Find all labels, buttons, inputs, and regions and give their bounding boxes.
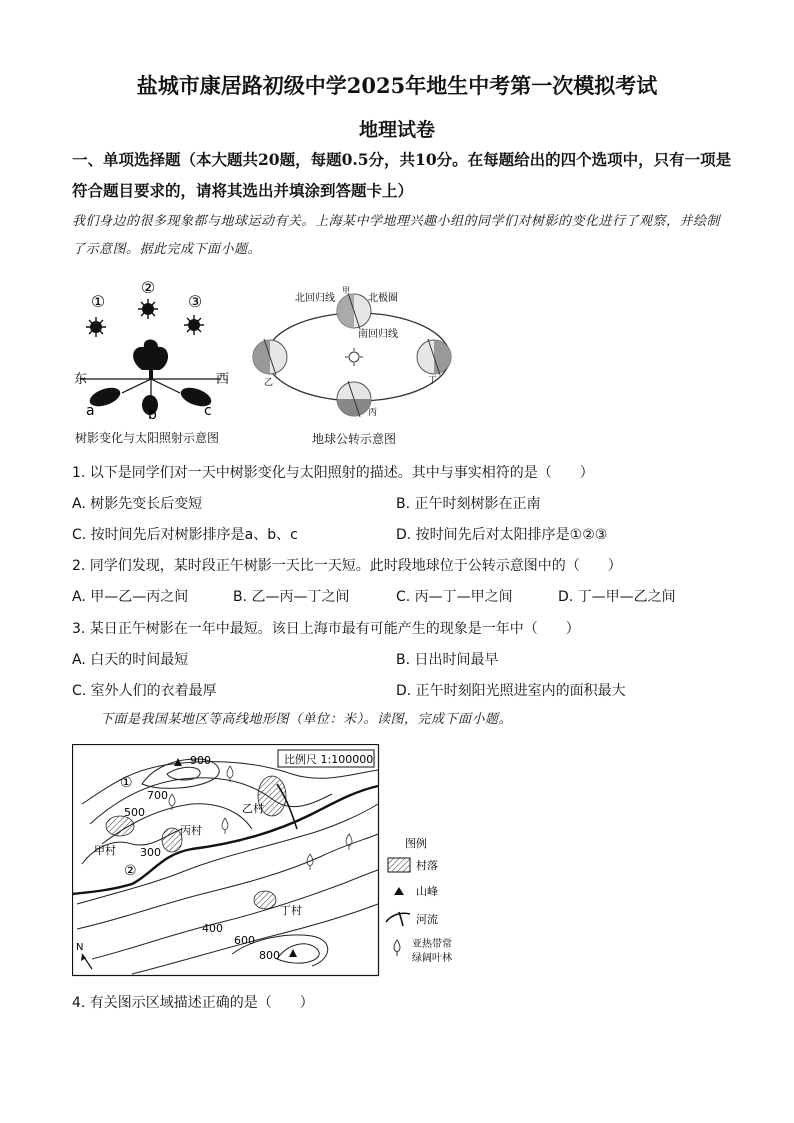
legend-peak: 山峰 — [416, 885, 438, 898]
sun-label-3: ③ — [187, 292, 203, 311]
question-3-option-d[interactable]: D. 正午时刻阳光照进室内的面积最大 — [396, 683, 626, 699]
earth-position-yi — [253, 339, 287, 375]
contour-700: 700 — [147, 789, 168, 802]
map-point-1: ① — [120, 775, 133, 791]
village-bing: 丙村 — [180, 824, 202, 837]
sun-icon — [345, 348, 363, 366]
contour-800: 800 — [259, 949, 280, 962]
question-3-stem: 3. 某日正午树影在一年中最短。该日上海市最有可能产生的现象是一年中（ ） — [72, 621, 580, 637]
contour-300: 300 — [140, 846, 161, 859]
question-2-option-b[interactable]: B. 乙—丙—丁之间 — [233, 589, 350, 605]
map-scale: 比例尺 1:100000 — [284, 753, 374, 766]
village-ding: 丁村 — [280, 904, 302, 917]
intro-paragraph-1: 我们身边的很多现象都与地球运动有关。上海某中学地理兴趣小组的同学们对树影的变化进行了观察，并绘制了示意图。据此完成下面小题。 — [72, 214, 721, 257]
shadow-label-b: b — [148, 407, 157, 423]
question-2-option-a[interactable]: A. 甲—乙—丙之间 — [72, 589, 189, 605]
question-3-option-c[interactable]: C. 室外人们的衣着最厚 — [72, 683, 217, 699]
tree-shadow-figure — [70, 275, 250, 450]
legend-river: 河流 — [416, 913, 438, 926]
shadow-label-c: c — [204, 403, 212, 419]
tree-icon — [133, 340, 168, 381]
contour-500: 500 — [124, 806, 145, 819]
label-bing: 丙 — [368, 408, 378, 418]
shadow-label-a: a — [86, 403, 95, 419]
contour-map — [72, 744, 462, 978]
north-label: N — [76, 942, 84, 953]
legend-forest-line2: 绿阔叶林 — [412, 953, 452, 964]
question-2-stem: 2. 同学们发现，某时段正午树影一天比一天短。此时段地球位于公转示意图中的（ ） — [72, 558, 622, 574]
earth-position-jia — [337, 293, 371, 329]
legend-forest-line1: 亚热带常 — [412, 939, 452, 950]
sun-icon — [184, 315, 204, 335]
village-jia: 甲村 — [94, 844, 116, 857]
earth-revolution-figure — [248, 285, 468, 430]
question-1-option-c[interactable]: C. 按时间先后对树影排序是a、b、c — [72, 527, 298, 543]
fig1-caption: 树影变化与太阳照射示意图 — [75, 431, 220, 445]
intro-paragraph-2: 下面是我国某地区等高线地形图（单位：米）。读图，完成下面小题。 — [100, 712, 513, 727]
sun-label-1: ① — [90, 292, 106, 311]
earth-position-ding — [417, 339, 451, 375]
question-1-stem: 1. 以下是同学们对一天中树影变化与太阳照射的描述。其中与事实相符的是（ ） — [72, 465, 594, 481]
question-4-stem: 4. 有关图示区域描述正确的是（ ） — [72, 995, 314, 1011]
exam-title: 盐城市康居路初级中学2025年地生中考第一次模拟考试 — [136, 73, 658, 98]
village-jia-area — [106, 816, 134, 836]
legend-village: 村落 — [416, 859, 438, 872]
legend-river-icon — [386, 912, 410, 926]
sun-icon — [86, 317, 106, 337]
question-1-option-d[interactable]: D. 按时间先后对太阳排序是①②③ — [396, 527, 608, 543]
village-bing-area — [162, 828, 182, 852]
direction-east: 东 — [74, 372, 88, 387]
map-legend — [386, 836, 452, 964]
sun-label-2: ② — [140, 278, 156, 297]
village-yi: 乙村 — [242, 802, 264, 815]
question-2-option-d[interactable]: D. 丁—甲—乙之间 — [558, 589, 676, 605]
label-jia: 甲 — [342, 286, 350, 295]
label-arctic: 北极圈 — [368, 293, 398, 304]
village-ding-area — [254, 891, 276, 909]
contour-600: 600 — [234, 934, 255, 947]
direction-west: 西 — [216, 372, 230, 387]
question-1-option-b[interactable]: B. 正午时刻树影在正南 — [396, 496, 541, 512]
section-heading: 一、单项选择题（本大题共20题，每题0.5分，共10分。在每题给出的四个选项中，只有一项是符合题目要求的，请将其选出并填涂到答题卡上） — [72, 150, 732, 200]
legend-title: 图例 — [405, 837, 427, 850]
map-point-2: ② — [124, 863, 137, 879]
contour-900: 900 — [190, 754, 211, 767]
sun-icon — [138, 299, 158, 319]
fig2-caption: 地球公转示意图 — [312, 432, 397, 446]
legend-village-swatch — [388, 858, 410, 872]
label-yi: 乙 — [264, 378, 274, 388]
label-tropic-north: 北回归线 — [295, 293, 335, 304]
label-tropic-south: 南回归线 — [358, 329, 398, 340]
exam-subtitle: 地理试卷 — [358, 119, 435, 141]
earth-position-bing — [337, 381, 371, 417]
legend-peak-icon — [394, 887, 404, 895]
contour-400: 400 — [202, 922, 223, 935]
question-2-option-c[interactable]: C. 丙—丁—甲之间 — [396, 589, 513, 605]
label-ding: 丁 — [428, 376, 438, 386]
legend-forest-icon — [394, 940, 400, 956]
question-3-option-a[interactable]: A. 白天的时间最短 — [72, 652, 189, 668]
question-3-option-b[interactable]: B. 日出时间最早 — [396, 652, 499, 668]
question-1-option-a[interactable]: A. 树影先变长后变短 — [72, 496, 203, 512]
